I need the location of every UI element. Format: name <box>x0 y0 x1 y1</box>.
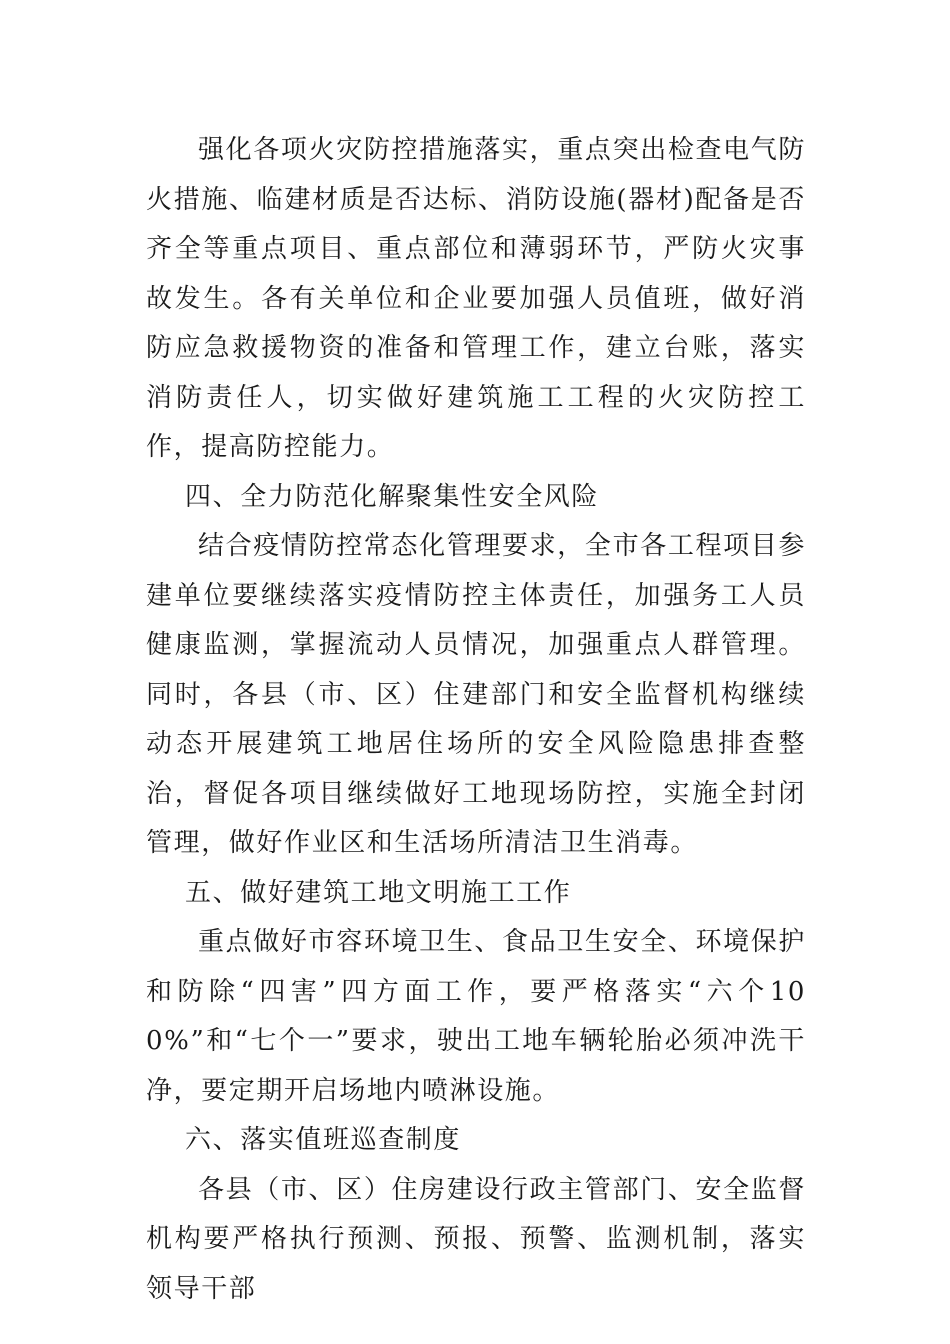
paragraph-fire-prevention: 强化各项火灾防控措施落实，重点突出检查电气防火措施、临建材质是否达标、消防设施(器材)配备是否齐全等重点项目、重点部位和薄弱环节，严防火灾事故发生。各有关单位和企业要加强人员值班，做好消防应急救援物资的准备和管理工作，建立台账，落实消防责任人，切实做好建筑施工工程的火灾防控工作，提高防控能力。 <box>146 135 806 462</box>
heading-section-five: 五、做好建筑工地文明施工工作 <box>185 877 572 908</box>
paragraph-duty-patrol: 各县（市、区）住房建设行政主管部门、安全监督机构要严格执行预测、预报、预警、监测机制，落实领导干部 <box>146 1174 806 1304</box>
heading-section-four: 四、全力防范化解聚集性安全风险 <box>185 481 600 512</box>
document-body <box>146 126 806 1314</box>
paragraph-civilized-construction: 重点做好市容环境卫生、食品卫生安全、环境保护和防除“四害”四方面工作，要严格落实“六个100%”和“七个一”要求，驶出工地车辆轮胎必须冲洗干净，要定期开启场地内喷淋设施。 <box>146 927 806 1106</box>
paragraph-epidemic-control: 结合疫情防控常态化管理要求，全市各工程项目参建单位要继续落实疫情防控主体责任，加强务工人员健康监测，掌握流动人员情况，加强重点人群管理。同时，各县（市、区）住建部门和安全监督机构继续动态开展建筑工地居住场所的安全风险隐患排查整治，督促各项目继续做好工地现场防控，实施全封闭管理，做好作业区和生活场所清洁卫生消毒。 <box>146 531 806 858</box>
heading-section-six: 六、落实值班巡查制度 <box>185 1125 462 1155</box>
